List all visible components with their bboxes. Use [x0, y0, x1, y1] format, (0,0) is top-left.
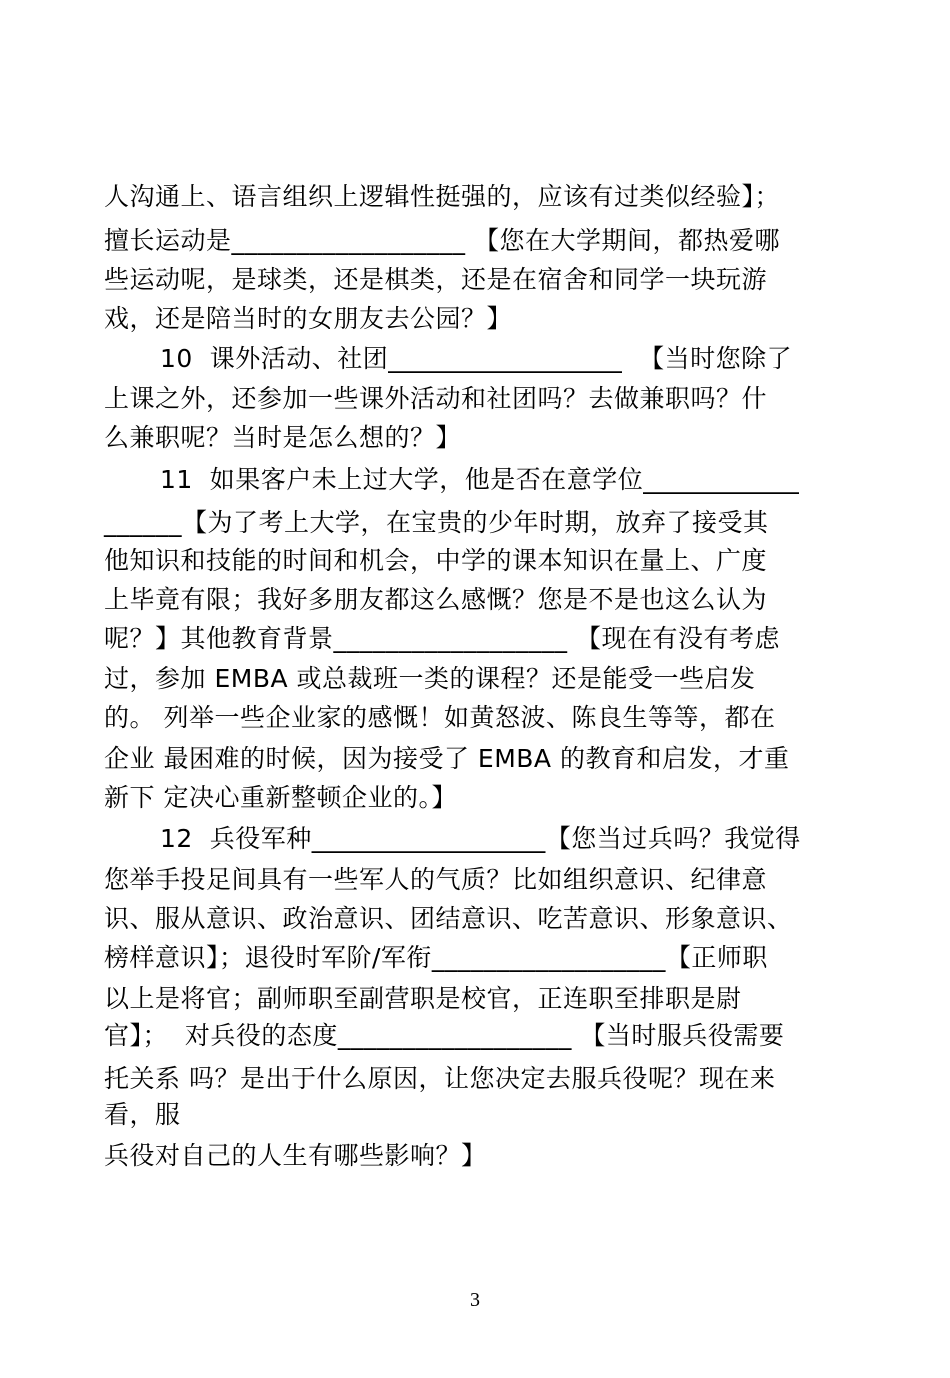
text-line: 以上是将官；副师职至副营职是校官，正连职至排职是尉: [104, 984, 742, 1013]
text-line: 托关系 吗？是出于什么原因，让您决定去服兵役呢？现在来: [104, 1064, 776, 1093]
text-line: 识、服从意识、政治意识、团结意识、吃苦意识、形象意识、: [104, 904, 793, 933]
text-line: 戏，还是陪当时的女朋友去公园？】: [104, 304, 513, 333]
text-line: 上课之外，还参加一些课外活动和社团吗？去做兼职吗？什: [104, 384, 768, 413]
text-line: 过，参加 EMBA 或总裁班一类的课程？还是能受一些启发: [104, 664, 756, 693]
text-line: 呢？】其他教育背景__________________ 【现在有没有考虑: [104, 624, 780, 653]
text-line: 么兼职呢？当时是怎么想的？】: [104, 423, 462, 452]
text-line: 11 如果客户未上过大学，他是否在意学位____________: [160, 465, 800, 494]
text-line: 擅长运动是__________________ 【您在大学期间，都热爱哪: [104, 226, 780, 255]
text-line: 企业 最困难的时候，因为接受了 EMBA 的教育和启发，才重: [104, 744, 790, 773]
page-number: 3: [470, 1289, 480, 1311]
text-line: 榜样意识】；退役时军阶/军衔__________________【正师职: [104, 943, 768, 972]
text-line: 看，服: [104, 1100, 181, 1129]
text-line: 的。 列举一些企业家的感慨！如黄怒波、陈良生等等，都在: [104, 703, 776, 732]
text-line: 官】； 对兵役的态度__________________ 【当时服兵役需要: [104, 1021, 785, 1050]
text-line: 10 课外活动、社团__________________ 【当时您除了: [160, 344, 793, 373]
text-line: 他知识和技能的时间和机会，中学的课本知识在量上、广度: [104, 546, 768, 575]
text-line: 12 兵役军种__________________【您当过兵吗？我觉得: [160, 824, 801, 853]
text-line: 上毕竟有限；我好多朋友都这么感慨？您是不是也这么认为: [104, 585, 768, 614]
text-line: 兵役对自己的人生有哪些影响？】: [104, 1141, 487, 1170]
text-line: 新下 定决心重新整顿企业的。】: [104, 783, 457, 812]
text-line: 人沟通上、语言组织上逻辑性挺强的，应该有过类似经验】；: [104, 182, 781, 211]
text-line: 您举手投足间具有一些军人的气质？比如组织意识、纪律意: [104, 865, 768, 894]
text-line: 些运动呢，是球类，还是棋类，还是在宿舍和同学一块玩游: [104, 265, 768, 294]
text-line: ______【为了考上大学，在宝贵的少年时期，放弃了接受其: [104, 508, 769, 537]
